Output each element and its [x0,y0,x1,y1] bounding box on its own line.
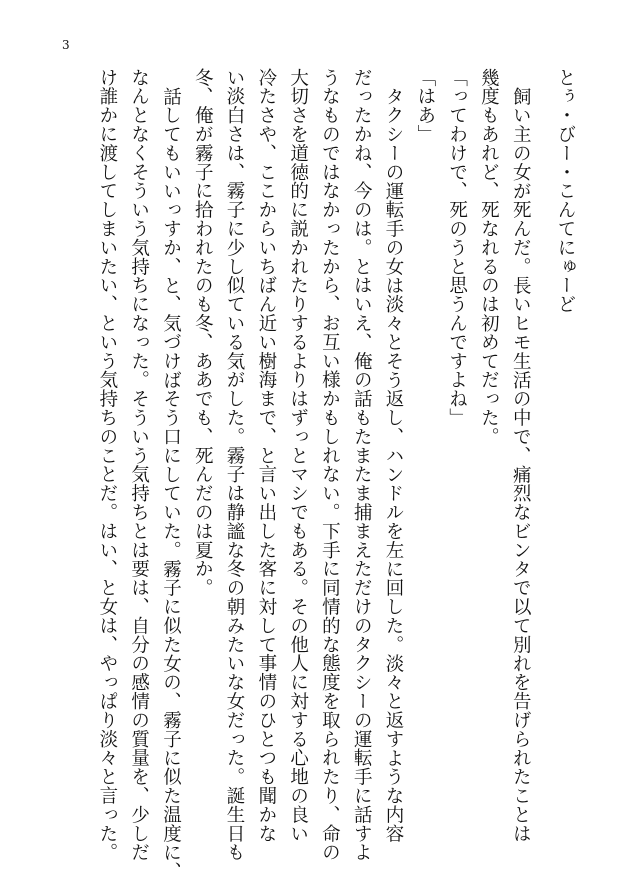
text-line: 大切さを道徳的に説かれたりするよりはずっとマシでもある。その他人に対する心地の良い [287,68,309,843]
text-line: タクシーの運転手の女は淡々とそう返し、ハンドルを左に回した。淡々と返すような内容 [383,86,405,843]
text-line: 「はあ」 [414,68,436,144]
text-line: 冬、俺が霧子に拾われたのも冬、ああでも、死んだのは夏か。 [192,68,214,598]
chapter-heading: とぅ・びー・こんてにゅーど [555,68,576,314]
text-line: 話してもいいっすか、と、気づけばそう口にしていた。霧子に似た女の、霧子に似た温度に、 [160,86,182,880]
text-line: 「ってわけで、死のうと思うんですよね」 [446,68,468,428]
text-line: 飼い主の女が死んだ。長いヒモ生活の中で、痛烈なビンタで以て別れを告げられたことは [510,86,532,843]
body-text [91,68,581,880]
text-line: なんとなくそういう気持ちになった。そういう気持ちとは要は、自分の感情の質量を、少しだ [128,68,150,862]
text-line: 幾度もあれど、死なれるのは初めてだった。 [478,68,500,446]
page-number: 3 [62,38,70,52]
text-line: だったかね、今のは。とはいえ、俺の話もたまたま捕まえただけのタクシーの運転手に話すよ [351,68,373,862]
text-line: い淡白さは、霧子に少し似ている気がした。霧子は静謐な冬の朝みたいな女だった。誕生日も [224,68,246,862]
text-line: け誰かに渡してしまいたい、という気持ちのことだ。はい、と女は、やっぱり淡々と言った。 [96,68,118,862]
text-line: 冷たさや、ここからいちばん近い樹海まで、と言い出した客に対して事情のひとつも聞かな [255,68,277,843]
text-line: うなものではなかったから、お互い様かもしれない。下手に同情的な態度を取られたり、命の [319,68,341,862]
